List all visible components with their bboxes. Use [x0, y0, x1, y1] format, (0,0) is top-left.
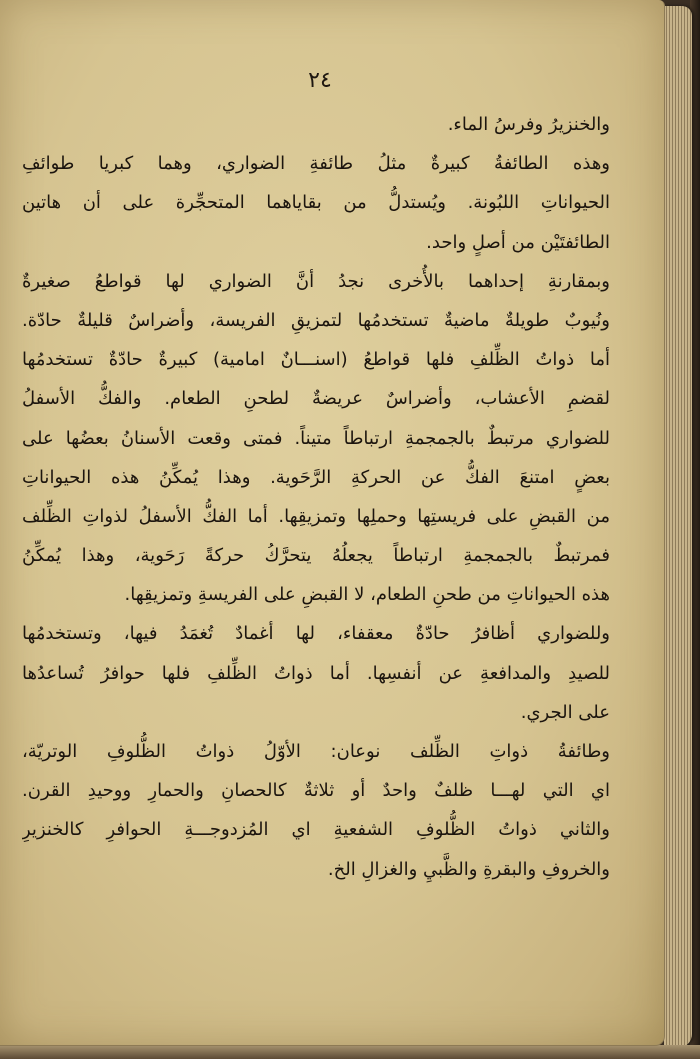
text-line: وبمقارنةِ إحداهما بالأُخرى نجدُ أنَّ الضواري لها قواطعُ صغيرةٌ: [22, 270, 610, 292]
text-line: وهذه الطائفةُ كبيرةٌ مثلُ طائفةِ الضواري، وهما كبريا طوائفِ: [22, 153, 610, 175]
text-line: والثاني ذواتُ الظُّلوفِ الشفعيةِ اي المُزدوجـــةِ الحوافرِ كالخنزيرِ: [22, 819, 610, 841]
text-line: هذه الحيواناتِ من طحنِ الطعام، لا القبضِ على الفريسةِ وتمزيقِها.: [124, 584, 610, 606]
page-number: ٢٤: [308, 68, 332, 93]
text-line: لقضمِ الأعشاب، وأضراسٌ عريضةٌ لطحنِ الطعام. والفكُّ الأسفلُ: [22, 388, 610, 410]
page-stack-edge: [664, 6, 692, 1048]
text-line: أما ذواتُ الظِّلفِ فلها قواطعُ (اسنـــانٌ امامية) كبيرةٌ حادّةٌ تستخدمُها: [22, 349, 610, 371]
text-line: للضواري مرتبطٌ بالجمجمةِ ارتباطاً متيناً. فمتى وقعت الأسنانُ بعضُها على: [22, 427, 610, 449]
text-line: الطائفتَيْن من أصلٍ واحد.: [426, 231, 610, 253]
bottom-page-edges: [0, 1045, 700, 1059]
text-line: والخروفِ والبقرةِ والظَّبيِ والغزالِ الخ.: [327, 858, 610, 880]
text-line: على الجري.: [520, 701, 610, 723]
text-line: وللضواري أظافرُ حادّةٌ معقفاء، لها أغمادٌ تُغمَدُ فيها، وتستخدمُها: [22, 623, 610, 645]
text-line: وطائفةُ ذواتِ الظِّلف نوعان: الأوّلُ ذواتُ الظُّلوفِ الوتريّة،: [22, 741, 610, 762]
text-line: للصيدِ والمدافعةِ عن أنفسِها. أما ذواتُ الظِّلفِ فلها حوافرُ تُساعدُها: [22, 662, 610, 684]
text-line: ونُيوبٌ طويلةٌ ماضيةٌ تستخدمُها لتمزيقِ الفريسة، وأضراسٌ قليلةٌ حادّة.: [22, 309, 610, 331]
text-line: من القبضِ على فريستِها وحملِها وتمزيقِها. أما الفكُّ الأسفلُ لذواتِ الظِّلف: [22, 505, 610, 527]
body-text: [22, 105, 610, 889]
text-line: اي التي لهـــا ظلفٌ واحدٌ أو ثلاثةٌ كالحصانِ والحمارِ ووحيدِ القرن.: [22, 780, 610, 802]
text-line: بعضٍ امتنعَ الفكُّ عن الحركةِ الرَّحَوية. وهذا يُمكِّنُ هذه الحيواناتِ: [22, 466, 610, 488]
text-line: والخنزيرُ وفرسُ الماء.: [447, 114, 610, 135]
text-line: فمرتبطٌ بالجمجمةِ ارتباطاً يجعلُهُ يتحرَّكُ حركةً رَحَوية، وهذا يُمكِّنُ: [22, 545, 610, 567]
text-line: الحيواناتِ اللبُونة. ويُستدلُّ من بقاياهما المتحجِّرة على أن هاتين: [22, 192, 610, 214]
